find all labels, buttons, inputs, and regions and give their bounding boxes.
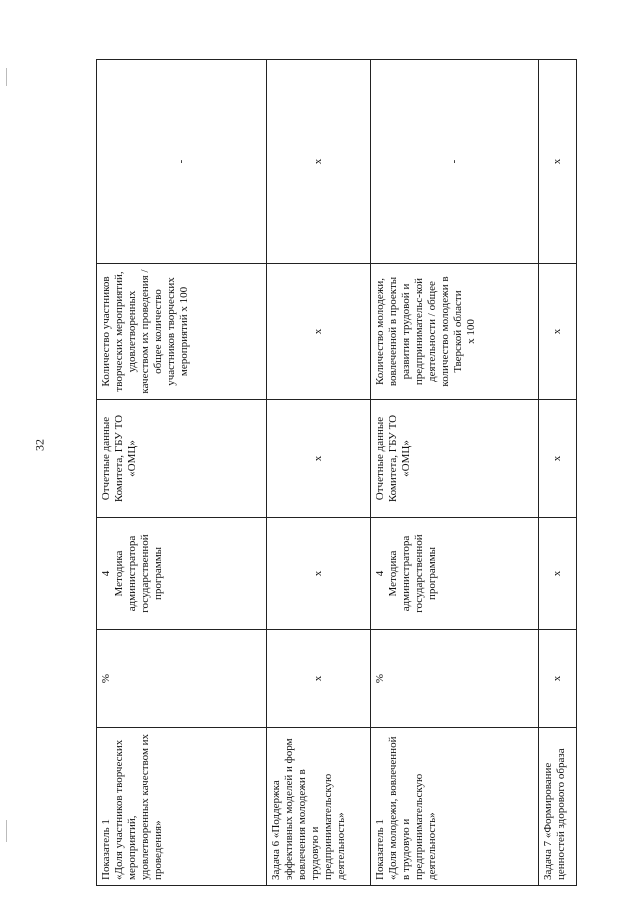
task-name-cell: Задача 6 «Поддержка эффективных моделей и форм вовлечения молодежи в трудовую и предпринимательскую деятельность»	[267, 728, 371, 886]
unit-cell: %	[371, 630, 539, 728]
rotated-table-region	[96, 60, 576, 886]
method-cell: 4 Методика администратора государственной программы	[371, 518, 539, 630]
indicator-name-cell: Показатель 1 «Доля участников творческих мероприятий, удовлетворенных качеством их проведения»	[97, 728, 267, 886]
table-row	[97, 60, 267, 886]
notes-cell: -	[371, 60, 539, 264]
formula-cell: х	[267, 264, 371, 400]
notes-cell: -	[97, 60, 267, 264]
notes-cell: х	[539, 60, 577, 264]
formula-cell: х	[539, 264, 577, 400]
scan-artifact	[6, 820, 7, 842]
unit-cell: х	[267, 630, 371, 728]
source-cell: Отчетные данные Комитета, ГБУ ТО «ОМЦ»	[97, 400, 267, 518]
table-row	[267, 60, 371, 886]
notes-cell: х	[267, 60, 371, 264]
scan-artifact	[6, 68, 7, 86]
source-cell: х	[267, 400, 371, 518]
formula-cell: Количество молодежи, вовлеченной в проекты развития трудовой и предпринимательс-кой деятельности / общее количество молодежи в Тверской области х 100	[371, 264, 539, 400]
unit-cell: х	[539, 630, 577, 728]
method-cell: х	[539, 518, 577, 630]
table-row	[371, 60, 539, 886]
table-row	[539, 60, 577, 886]
formula-cell: Количество участников творческих мероприятий, удовлетворенных качеством их проведения /общее количество участников творческих мероприятий х 100	[97, 264, 267, 400]
method-cell: 4 Методика администратора государственной программы	[97, 518, 267, 630]
source-cell: х	[539, 400, 577, 518]
method-cell: х	[267, 518, 371, 630]
page-number: 32	[32, 439, 47, 451]
unit-cell: %	[97, 630, 267, 728]
source-cell: Отчетные данные Комитета, ГБУ ТО «ОМЦ»	[371, 400, 539, 518]
task-name-cell: Задача 7 «Формирование ценностей здорового образа	[539, 728, 577, 886]
indicator-table	[96, 59, 577, 886]
indicator-name-cell: Показатель 1 «Доля молодежи, вовлеченной в трудовую и предпринимательскую деятельность»	[371, 728, 539, 886]
